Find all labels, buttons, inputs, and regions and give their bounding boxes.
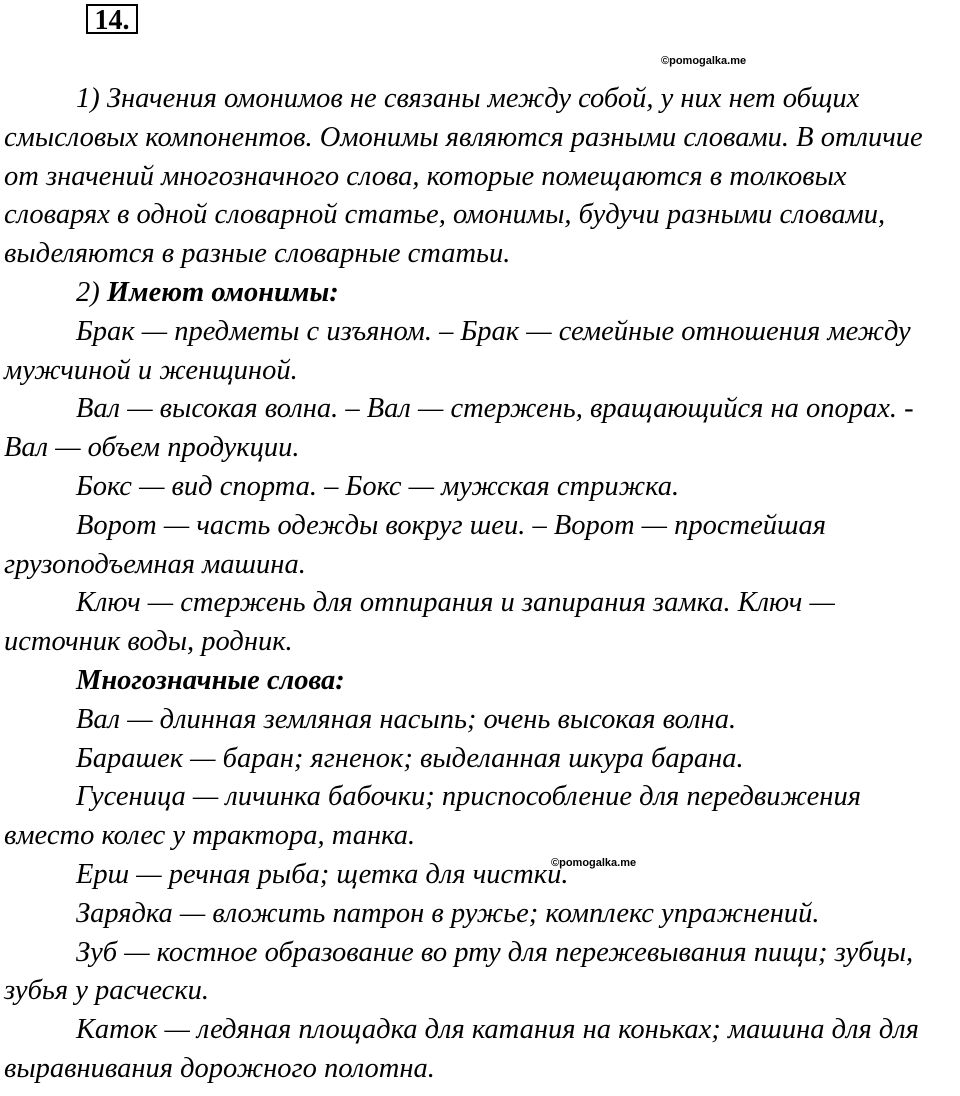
polysemous-heading <box>4 662 956 701</box>
text-line: Ворот — часть одежды вокруг шеи. – Ворот — простейшая <box>76 509 827 541</box>
answer-text <box>4 80 956 1089</box>
homonyms-heading <box>4 274 956 313</box>
homonym-item <box>4 584 956 662</box>
text-line: 1) Значения омонимов не связаны между собой, у них нет общих <box>76 83 860 114</box>
text-line: словарях в одной словарной статье, омонимы, будучи разными словами, <box>4 199 886 231</box>
text-line: грузоподъемная машина. <box>4 548 306 580</box>
task-number-box: 14. <box>86 4 138 34</box>
text-line: от значений многозначного слова, которые помещаются в толковых <box>4 160 847 192</box>
text-line: мужчиной и женщиной. <box>4 354 298 386</box>
homonyms-prefix: 2) <box>76 276 107 308</box>
text-line: Вал — высокая волна. – Вал — стержень, вращающийся на опорах. - <box>76 393 914 425</box>
text-line: вместо колес у трактора, танка. <box>4 820 416 852</box>
text-line: Гусеница — личинка бабочки; приспособление для передвижения <box>76 781 861 813</box>
text-line: Зуб — костное образование во рту для пережевывания пищи; зубцы, <box>76 936 914 968</box>
polysemous-item <box>4 856 956 895</box>
text-line: Зарядка — вложить патрон в ружье; комплекс упражнений. <box>76 897 820 929</box>
text-line: Барашек — баран; ягненок; выделанная шкура барана. <box>76 742 744 774</box>
text-line: Брак — предметы с изъяном. – Брак — семейные отношения между <box>76 315 911 347</box>
text-line: Ерш — речная рыба; щетка для чистки. <box>76 858 569 890</box>
polysemous-item <box>4 895 956 934</box>
homonym-item <box>4 507 956 585</box>
polysemous-item <box>4 1011 956 1089</box>
homonyms-heading-text: Имеют омонимы: <box>106 276 339 308</box>
polysemous-item <box>4 701 956 740</box>
text-line: зубья у расчески. <box>4 975 210 1007</box>
watermark-top: ©pomogalka.me <box>661 55 747 67</box>
text-line: Вал — длинная земляная насыпь; очень высокая волна. <box>76 703 737 735</box>
polysemous-item <box>4 740 956 779</box>
paragraph-1 <box>4 80 956 274</box>
text-line: Бокс — вид спорта. – Бокс — мужская стрижка. <box>76 470 680 502</box>
text-line: выравнивания дорожного полотна. <box>4 1052 435 1084</box>
text-line: выделяются в разные словарные статьи. <box>4 238 511 270</box>
text-line: источник воды, родник. <box>4 626 293 658</box>
polysemous-item <box>4 778 956 856</box>
polysemous-item <box>4 934 956 1012</box>
homonym-item <box>4 390 956 468</box>
text-line: смысловых компонентов. Омонимы являются разными словами. В отличие <box>4 121 923 153</box>
polysemous-heading-text: Многозначные слова: <box>76 664 345 696</box>
homonym-item <box>4 313 956 391</box>
text-line: Каток — ледяная площадка для катания на коньках; машина для для <box>76 1014 919 1046</box>
text-line: Ключ — стержень для отпирания и запирания замка. Ключ — <box>76 587 835 619</box>
text-line: Вал — объем продукции. <box>4 432 300 464</box>
watermark-middle: ©pomogalka.me <box>551 857 637 869</box>
homonym-item <box>4 468 956 507</box>
